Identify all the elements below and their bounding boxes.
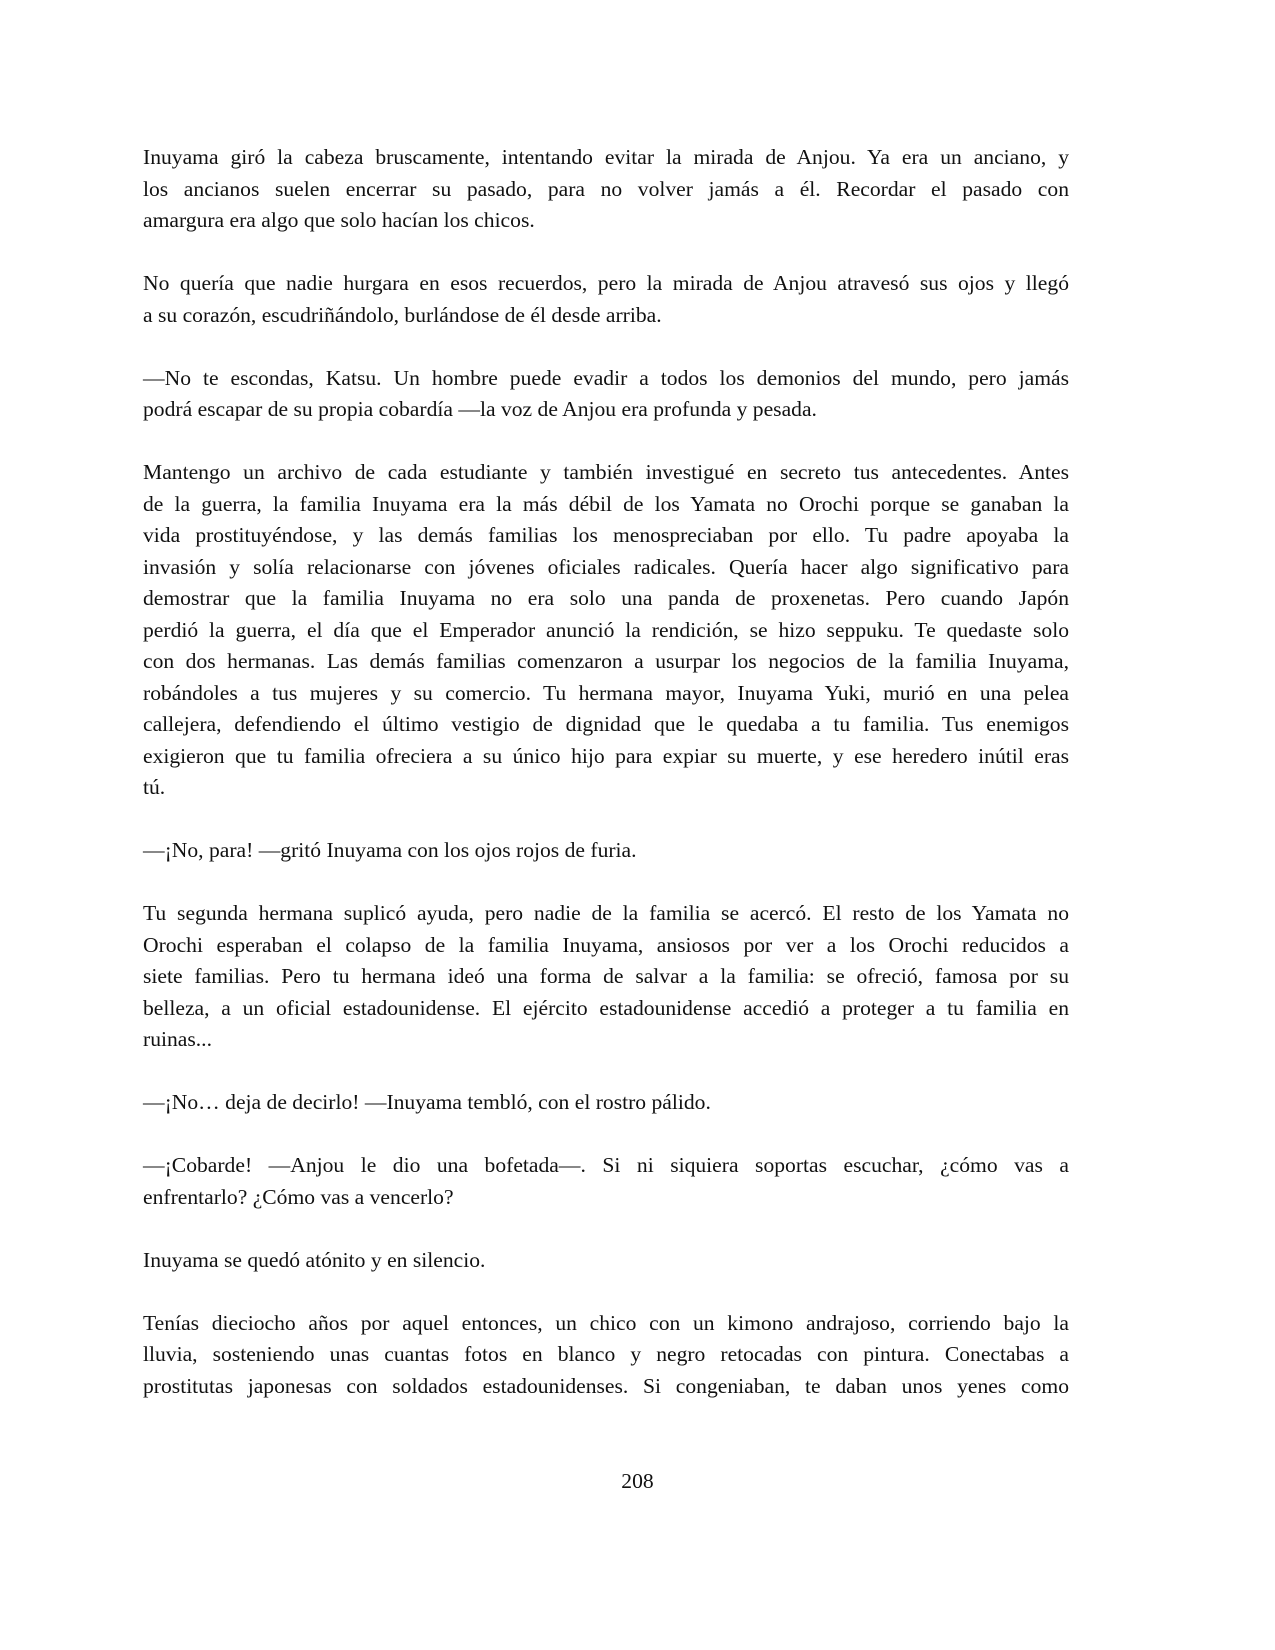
text-line: Mantengo un archivo de cada estudiante y también investigué en secreto tus antecedentes. Antes xyxy=(143,460,1069,484)
text-line: Inuyama se quedó atónito y en silencio. xyxy=(143,1247,486,1272)
text-line: lluvia, sosteniendo unas cuantas fotos en blanco y negro retocadas con pintura. Conectabas a xyxy=(143,1342,1069,1366)
text-line: invasión y solía relacionarse con jóvenes oficiales radicales. Quería hacer algo significativo para xyxy=(143,554,1069,579)
paragraph xyxy=(143,1245,1069,1277)
text-line: exigieron que tu familia ofreciera a su único hijo para expiar su muerte, y ese heredero inútil eras xyxy=(143,743,1069,768)
text-line: Inuyama giró la cabeza bruscamente, intentando evitar la mirada de Anjou. Ya era un anciano, y xyxy=(143,145,1069,169)
text-line: amargura era algo que solo hacían los chicos. xyxy=(143,208,535,232)
text-line: —¡No, para! —gritó Inuyama con los ojos rojos de furia. xyxy=(143,838,637,862)
paragraph xyxy=(143,1308,1069,1403)
paragraph xyxy=(143,835,1069,867)
text-line: belleza, a un oficial estadounidense. El ejército estadounidense accedió a proteger a tu familia en xyxy=(143,995,1069,1020)
text-line: a su corazón, escudriñándolo, burlándose de él desde arriba. xyxy=(143,302,662,327)
text-line: callejera, defendiendo el último vestigio de dignidad que le quedaba a tu familia. Tus enemigos xyxy=(143,712,1069,736)
paragraph xyxy=(143,1087,1069,1119)
text-line: enfrentarlo? ¿Cómo vas a vencerlo? xyxy=(143,1184,454,1209)
paragraph xyxy=(143,268,1069,331)
paragraph xyxy=(143,457,1069,804)
body-text xyxy=(143,142,1069,1434)
text-line: con dos hermanas. Las demás familias comenzaron a usurpar los negocios de la familia Inuyama, xyxy=(143,649,1069,673)
text-line: robándoles a tus mujeres y su comercio. Tu hermana mayor, Inuyama Yuki, murió en una pelea xyxy=(143,680,1069,705)
paragraph xyxy=(143,898,1069,1056)
text-line: podrá escapar de su propia cobardía —la voz de Anjou era profunda y pesada. xyxy=(143,397,817,421)
text-line: —¡Cobarde! —Anjou le dio una bofetada—. Si ni siquiera soportas escuchar, ¿cómo vas a xyxy=(143,1153,1069,1177)
paragraph xyxy=(143,363,1069,426)
text-line: siete familias. Pero tu hermana ideó una forma de salvar a la familia: se ofreció, famosa por su xyxy=(143,964,1069,988)
text-line: Tu segunda hermana suplicó ayuda, pero nadie de la familia se acercó. El resto de los Yamata no xyxy=(143,901,1069,925)
text-line: Tenías dieciocho años por aquel entonces, un chico con un kimono andrajoso, corriendo bajo la xyxy=(143,1310,1069,1335)
paragraph xyxy=(143,142,1069,237)
paragraph xyxy=(143,1150,1069,1213)
page-number: 208 xyxy=(621,1469,654,1493)
text-line: vida prostituyéndose, y las demás familias los menospreciaban por ello. Tu padre apoyaba la xyxy=(143,523,1069,547)
text-line: No quería que nadie hurgara en esos recuerdos, pero la mirada de Anjou atravesó sus ojos y llegó xyxy=(143,271,1069,295)
text-line: Orochi esperaban el colapso de la familia Inuyama, ansiosos por ver a los Orochi reducidos a xyxy=(143,932,1069,957)
text-line: tú. xyxy=(143,775,166,799)
text-line: —¡No… deja de decirlo! —Inuyama tembló, con el rostro pálido. xyxy=(143,1090,711,1114)
text-line: —No te escondas, Katsu. Un hombre puede evadir a todos los demonios del mundo, pero jamás xyxy=(143,365,1069,390)
text-line: los ancianos suelen encerrar su pasado, para no volver jamás a él. Recordar el pasado con xyxy=(143,176,1069,201)
text-line: ruinas... xyxy=(143,1027,212,1051)
text-line: demostrar que la familia Inuyama no era solo una panda de proxenetas. Pero cuando Japón xyxy=(143,586,1069,610)
text-line: prostitutas japonesas con soldados estadounidenses. Si congeniaban, te daban unos yenes como xyxy=(143,1373,1069,1398)
text-line: de la guerra, la familia Inuyama era la más débil de los Yamata no Orochi porque se ganaban la xyxy=(143,491,1069,516)
text-line: perdió la guerra, el día que el Emperador anunció la rendición, se hizo seppuku. Te quedaste solo xyxy=(143,617,1069,642)
